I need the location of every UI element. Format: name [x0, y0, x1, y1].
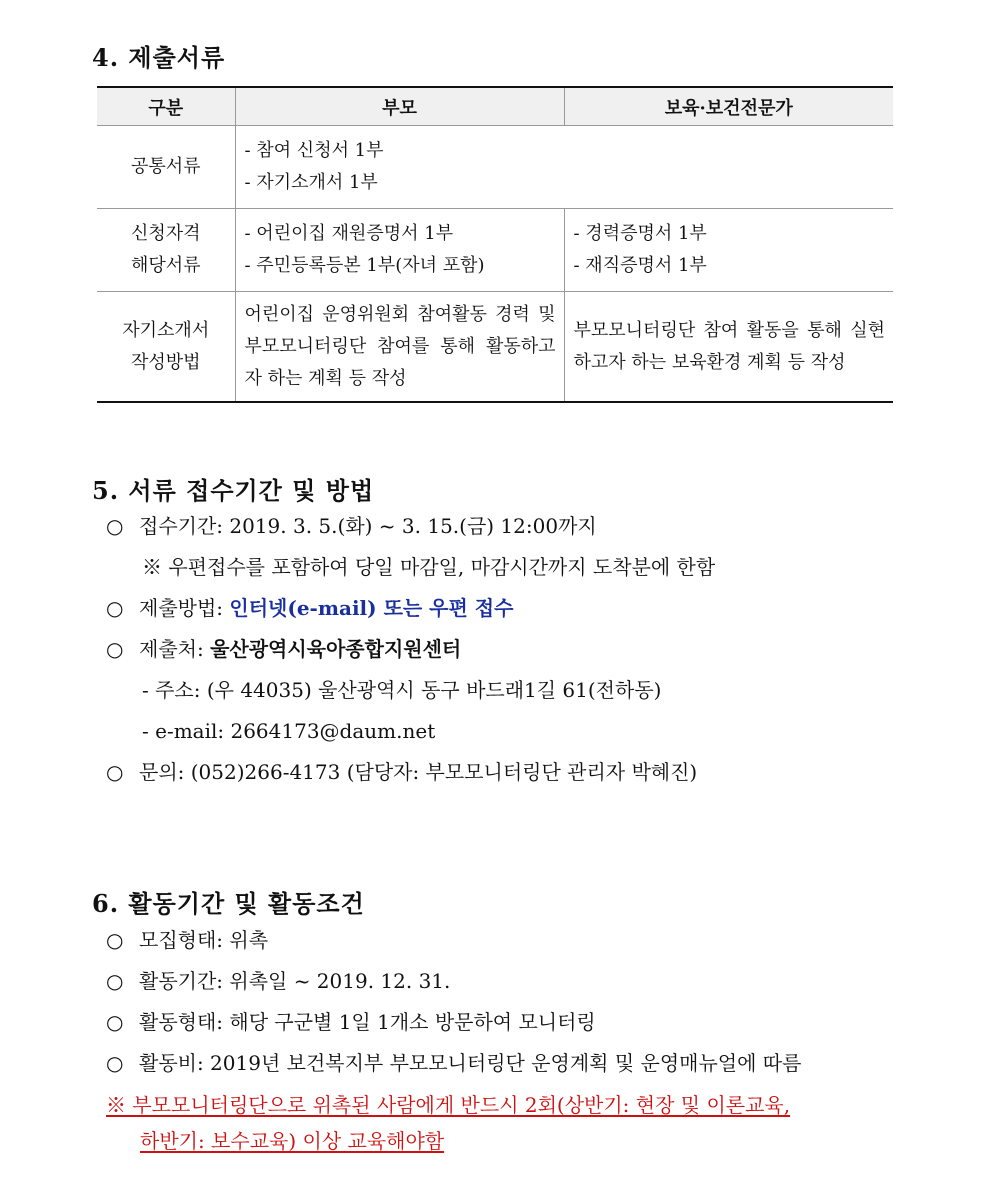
category-text: 신청자격 [130, 223, 201, 244]
header-parent: 부모 [235, 87, 564, 126]
list-item: - 경력증명서 1부 [573, 223, 707, 244]
row-category [97, 209, 235, 292]
parent-documents-cell [235, 209, 564, 292]
recruit-type: 모집형태: 위촉 [139, 928, 269, 952]
place-label: 제출처: [139, 637, 211, 661]
header-category: 구분 [97, 87, 235, 126]
place-value: 울산광역시육아종합지원센터 [210, 637, 462, 661]
bullet-symbol: ○ [106, 514, 124, 538]
category-text: 자기소개서 [122, 319, 210, 341]
contact-info: 문의: (052)266-4173 (담당자: 부모모니터링단 관리자 박혜진) [139, 760, 698, 784]
list-item: - 어린이집 재원증명서 1부 [244, 223, 454, 244]
submission-place [139, 636, 461, 662]
address: - 주소: (우 44035) 울산광역시 동구 바드래1길 61(전하동) [142, 678, 662, 702]
table-row [97, 209, 893, 292]
list-item: - 재직증명서 1부 [573, 255, 707, 276]
category-text: 해당서류 [130, 255, 201, 276]
category-text: 작성방법 [130, 351, 201, 373]
category-text: 공통서류 [130, 156, 201, 177]
common-documents-cell [235, 126, 893, 209]
training-warning-line2: 하반기: 보수교육) 이상 교육해야함 [140, 1129, 445, 1153]
list-item: - 주민등록등본 1부(자녀 포함) [244, 255, 485, 276]
list-item: - 참여 신청서 1부 [244, 140, 384, 161]
activity-form: 활동형태: 해당 구군별 1일 1개소 방문하여 모니터링 [139, 1010, 596, 1034]
section-6-title: 6. 활동기간 및 활동조건 [92, 889, 365, 918]
table-row [97, 292, 893, 403]
submission-method [139, 595, 513, 621]
header-expert: 보육·보건전문가 [564, 87, 893, 126]
submission-period: 접수기간: 2019. 3. 5.(화) ~ 3. 15.(금) 12:00까지 [139, 514, 597, 538]
section-5-title: 5. 서류 접수기간 및 방법 [92, 476, 375, 505]
bullet-symbol: ○ [106, 969, 124, 993]
bullet-symbol: ○ [106, 1051, 124, 1075]
expert-intro-guide-cell: 부모모니터링단 참여 활동을 통해 실현하고자 하는 보육환경 계획 등 작성 [564, 292, 893, 403]
deadline-note: ※ 우편접수를 포함하여 당일 마감일, 마감시간까지 도착분에 한함 [142, 555, 716, 579]
method-label: 제출방법: [139, 596, 230, 620]
email: - e-mail: 2664173@daum.net [142, 719, 436, 743]
method-value: 인터넷(e-mail) 또는 우편 접수 [229, 596, 514, 620]
bullet-symbol: ○ [106, 760, 124, 784]
activity-period: 활동기간: 위촉일 ~ 2019. 12. 31. [139, 969, 451, 993]
bullet-symbol: ○ [106, 1010, 124, 1034]
section-4-title: 4. 제출서류 [92, 43, 226, 72]
bullet-symbol: ○ [106, 928, 124, 952]
expert-documents-cell [564, 209, 893, 292]
parent-intro-guide-cell: 어린이집 운영위원회 참여활동 경력 및 부모모니터링단 참여를 통해 활동하고자 하는 계획 등 작성 [235, 292, 564, 403]
training-warning-line1: ※ 부모모니터링단으로 위촉된 사람에게 반드시 2회(상반기: 현장 및 이론교육, [106, 1093, 791, 1117]
row-category [97, 292, 235, 403]
table-header-row [97, 87, 893, 126]
activity-fee: 활동비: 2019년 보건복지부 부모모니터링단 운영계획 및 운영매뉴얼에 따름 [139, 1051, 802, 1075]
row-category [97, 126, 235, 209]
table-row [97, 126, 893, 209]
bullet-symbol: ○ [106, 596, 124, 620]
list-item: - 자기소개서 1부 [244, 172, 378, 193]
submission-documents-table [97, 86, 893, 403]
bullet-symbol: ○ [106, 637, 124, 661]
